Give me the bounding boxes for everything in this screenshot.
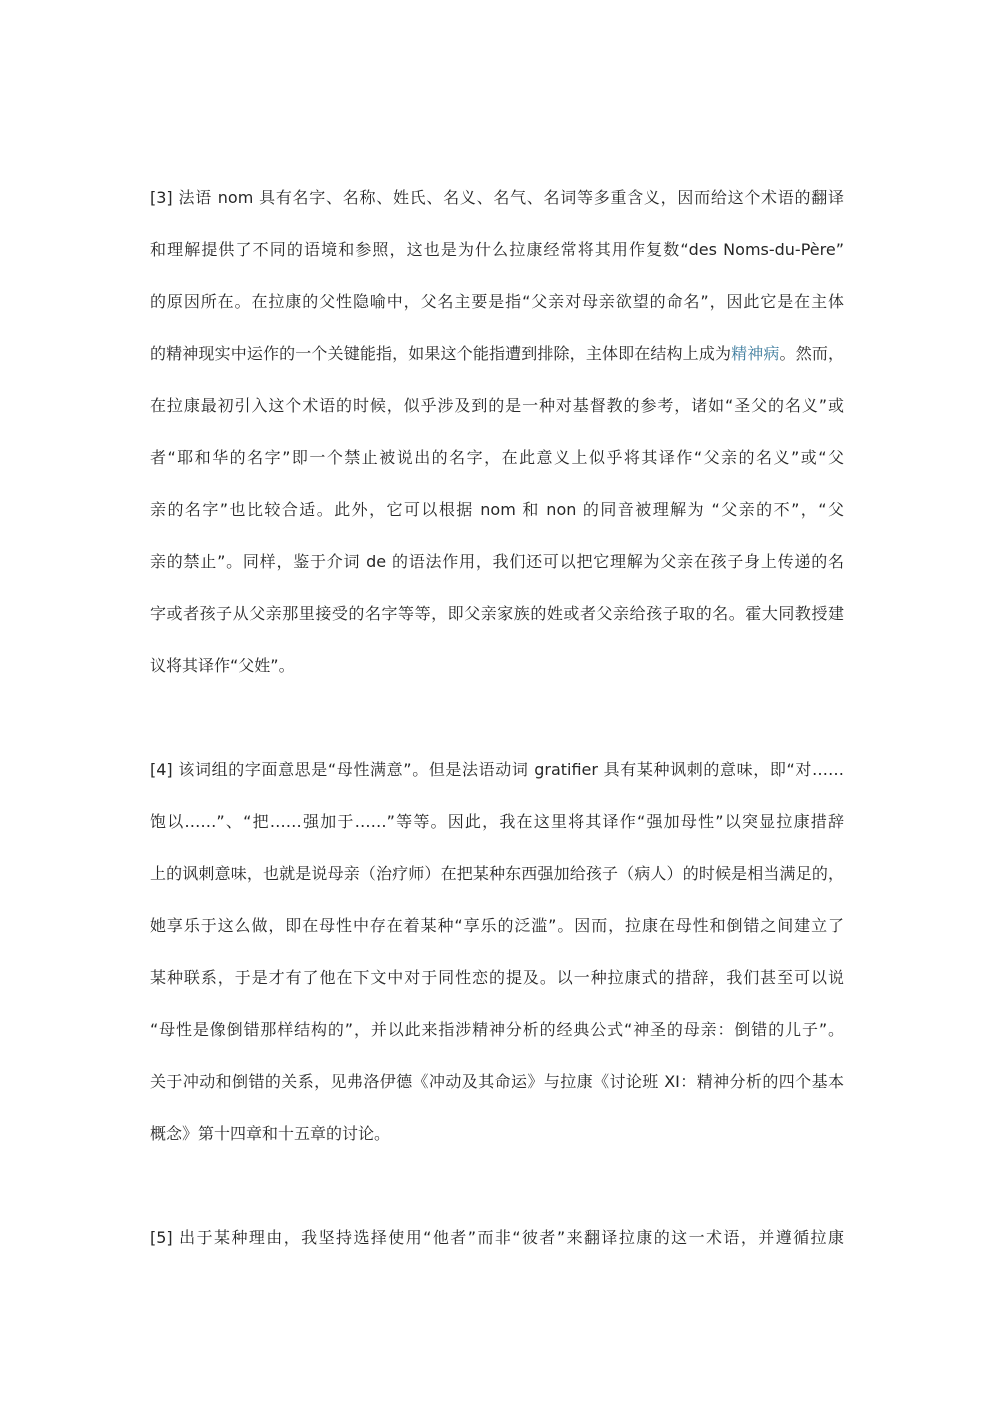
paragraph-gap xyxy=(150,692,844,744)
text-line: 概念》第十四章和十五章的讨论。 xyxy=(150,1124,391,1143)
text-line: 关于冲动和倒错的关系，见弗洛伊德《冲动及其命运》与拉康《讨论班 XI：精神分析的四个基本 xyxy=(150,1072,844,1091)
footnote-5 xyxy=(150,1212,844,1264)
text-line: 和理解提供了不同的语境和参照，这也是为什么拉康经常将其用作复数“des Noms-du-Père” xyxy=(150,240,844,259)
text-line: 在拉康最初引入这个术语的时候，似乎涉及到的是一种对基督教的参考，诸如“圣父的名义”或 xyxy=(150,396,844,415)
psychosis-link[interactable]: 精神病 xyxy=(731,344,780,363)
text-segment: 的精神现实中运作的一个关键能指，如果这个能指遭到排除，主体即在结构上成为 xyxy=(150,344,732,363)
document-page xyxy=(150,172,844,1264)
paragraph-gap xyxy=(150,1160,844,1212)
text-line: 亲的名字”也比较合适。此外，它可以根据 nom 和 non 的同音被理解为 “父亲的不”，“父 xyxy=(150,500,844,519)
text-line: 者“耶和华的名字”即一个禁止被说出的名字，在此意义上似乎将其译作“父亲的名义”或“父 xyxy=(150,448,844,467)
text-line: [4] 该词组的字面意思是“母性满意”。但是法语动词 gratifier 具有某种讽刺的意味，即“对…… xyxy=(150,760,844,779)
text-line: 的原因所在。在拉康的父性隐喻中，父名主要是指“父亲对母亲欲望的命名”，因此它是在主体 xyxy=(150,292,844,311)
text-line: 上的讽刺意味，也就是说母亲（治疗师）在把某种东西强加给孩子（病人）的时候是相当满足的， xyxy=(150,864,844,883)
footnote-4 xyxy=(150,744,844,1160)
text-line: 某种联系，于是才有了他在下文中对于同性恋的提及。以一种拉康式的措辞，我们甚至可以说 xyxy=(150,968,844,987)
text-line: [3] 法语 nom 具有名字、名称、姓氏、名义、名气、名词等多重含义，因而给这个术语的翻译 xyxy=(150,188,844,207)
text-line: “母性是像倒错那样结构的”，并以此来指涉精神分析的经典公式“神圣的母亲：倒错的儿子”。 xyxy=(150,1020,844,1039)
text-segment: 。然而， xyxy=(779,344,844,363)
text-line: 饱以……”、“把……强加于……”等等。因此，我在这里将其译作“强加母性”以突显拉康措辞 xyxy=(150,812,844,831)
text-line: 亲的禁止”。同样，鉴于介词 de 的语法作用，我们还可以把它理解为父亲在孩子身上传递的名 xyxy=(150,552,844,571)
text-line: [5] 出于某种理由，我坚持选择使用“他者”而非“彼者”来翻译拉康的这一术语，并遵循拉康 xyxy=(150,1228,844,1247)
text-line: 字或者孩子从父亲那里接受的名字等等，即父亲家族的姓或者父亲给孩子取的名。霍大同教授建 xyxy=(150,604,844,623)
text-line xyxy=(150,328,844,380)
text-line: 她享乐于这么做，即在母性中存在着某种“享乐的泛滥”。因而，拉康在母性和倒错之间建立了 xyxy=(150,916,844,935)
footnote-3 xyxy=(150,172,844,692)
text-line: 议将其译作“父姓”。 xyxy=(150,656,295,675)
